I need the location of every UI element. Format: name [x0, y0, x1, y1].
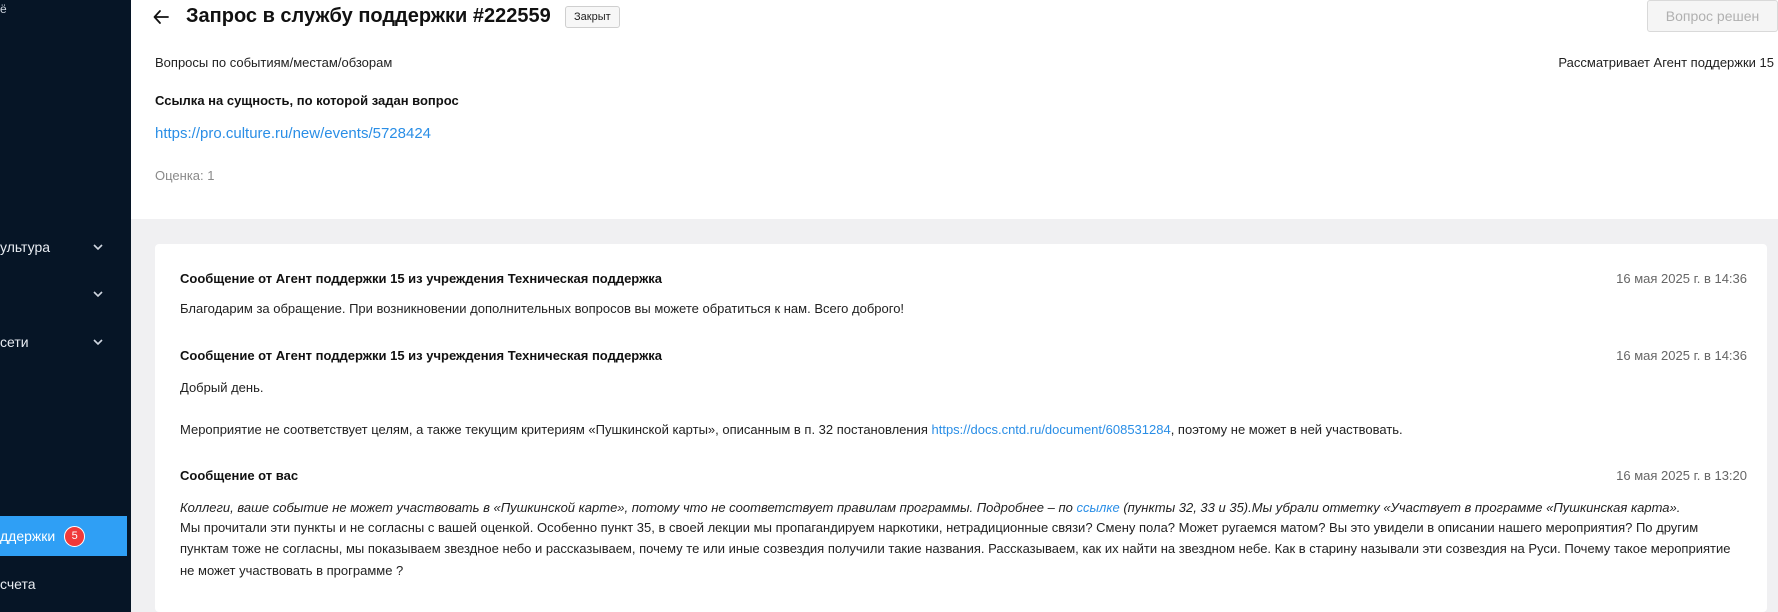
sidebar-item-label: ультура	[0, 239, 51, 255]
chevron-down-icon	[91, 240, 105, 254]
chevron-down-icon	[91, 335, 105, 349]
sidebar-item-collapsed[interactable]	[0, 280, 127, 308]
entity-link-label: Ссылка на сущность, по которой задан вопрос	[155, 93, 459, 108]
sidebar-item-label: сети	[0, 334, 29, 350]
message-text-part: Мероприятие не соответствует целям, а также текущим критериям «Пушкинской карты», описанным в п. 32 постановления	[180, 422, 932, 437]
unread-count-badge: 5	[64, 526, 85, 547]
quote-text: Мы убрали отметку «Участвует в программе «Пушкинская карта».	[1251, 500, 1681, 515]
ticket-category: Вопросы по событиям/местам/обзорам	[155, 55, 393, 70]
quote-text: Коллеги, ваше событие не может участвовать в «Пушкинской карте», потому что не соответствует правилам программы. Подробнее – по	[180, 500, 1077, 515]
message-date: 16 мая 2025 г. в 13:20	[1616, 468, 1747, 483]
messages-panel	[155, 244, 1767, 612]
quote-text: (пункты 32, 33 и 35).	[1119, 500, 1252, 515]
document-link[interactable]: https://docs.cntd.ru/document/608531284	[931, 422, 1171, 437]
sidebar-item-label: ддержки	[0, 528, 56, 544]
chevron-down-icon	[91, 287, 105, 301]
resolve-button[interactable]: Вопрос решен	[1647, 0, 1778, 32]
message-author: Сообщение от вас	[180, 468, 299, 483]
sidebar-item-label: счета	[0, 576, 36, 592]
sidebar-item-culture[interactable]	[0, 233, 127, 261]
ticket-header	[131, 0, 1778, 219]
ticket-rating: Оценка: 1	[155, 168, 215, 183]
message-text: Мы прочитали эти пункты и не согласны с вашей оценкой. Особенно пункт 35, в своей лекции мы пропагандируем наркотики, нетрадиционные связи? Смену пола? Может ругаемся матом? Вы это увидели в описании нашего мероприятия? По другим	[180, 520, 1699, 535]
message-date: 16 мая 2025 г. в 14:36	[1616, 348, 1747, 363]
message-author: Сообщение от Агент поддержки 15 из учреждения Техническая поддержка	[180, 348, 663, 363]
back-arrow-icon[interactable]	[152, 8, 170, 26]
message-text	[180, 420, 1403, 440]
sidebar-item-account[interactable]	[0, 570, 127, 598]
message-greeting: Добрый день.	[180, 380, 264, 395]
message-author: Сообщение от Агент поддержки 15 из учреждения Техническая поддержка	[180, 271, 663, 286]
message-text: Благодарим за обращение. При возникновении дополнительных вопросов вы можете обратиться к нам. Всего доброго!	[180, 301, 905, 316]
message-text: не может участвовать в программе ?	[180, 563, 404, 578]
ticket-reviewer: Рассматривает Агент поддержки 15	[1558, 55, 1774, 70]
message-date: 16 мая 2025 г. в 14:36	[1616, 271, 1747, 286]
sidebar-item-support[interactable]	[0, 516, 127, 556]
entity-link[interactable]: https://pro.culture.ru/new/events/5728424	[155, 125, 432, 142]
rules-link[interactable]: ссылке	[1076, 500, 1120, 515]
sidebar-top-mark: ё	[0, 2, 7, 16]
message-quote	[180, 498, 1680, 518]
page-title: Запрос в службу поддержки #222559	[186, 5, 551, 27]
message-text: пунктам тоже не согласны, мы показываем звездное небо и рассказываем, почему те или иные созвездия получили такие названия. Рассказываем, как их найти на звездном небе. Как в старину называли эти созвездия на Руси. Почему такое мероприятие	[180, 541, 1731, 556]
message-text-part: , поэтому не может в ней участвовать.	[1170, 422, 1403, 437]
sidebar-item-networks[interactable]	[0, 328, 127, 356]
status-badge: Закрыт	[565, 6, 620, 28]
sidebar	[0, 0, 131, 612]
